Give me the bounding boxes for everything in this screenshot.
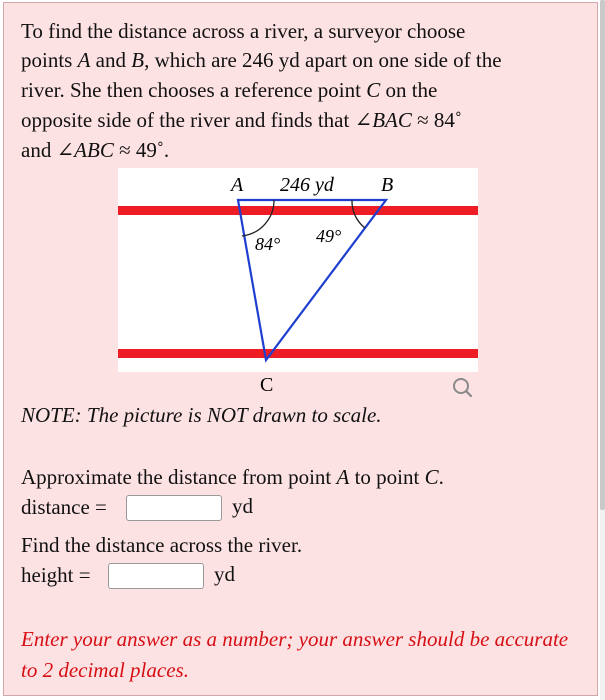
height-unit: yd xyxy=(214,562,235,586)
question-2-prompt: Find the distance across the river. xyxy=(21,533,303,557)
vertex-b-label: B xyxy=(381,174,394,196)
height-label: height = xyxy=(21,563,91,587)
problem-text: on the xyxy=(380,78,438,102)
angle-bac-name: BAC xyxy=(372,108,412,132)
instructions-text: Enter your answer as a number; your answer should be accurate to 2 decimal places. xyxy=(21,627,569,682)
problem-text: , which are 246 yd apart on one side of the xyxy=(144,48,502,72)
distance-unit: yd xyxy=(232,494,253,518)
problem-text: river. She then chooses a reference point xyxy=(21,78,367,102)
vertex-a-label: A xyxy=(231,174,244,196)
point-b-label: B xyxy=(131,48,145,72)
river-bank-bottom xyxy=(118,349,478,358)
problem-text: and ∠ xyxy=(21,138,75,162)
problem-text: points xyxy=(21,48,78,72)
prompt-text: . xyxy=(438,465,444,489)
distance-input[interactable] xyxy=(126,495,222,521)
distance-label: 246 yd xyxy=(280,174,334,196)
distance-label: distance = xyxy=(21,495,107,519)
problem-text: ≈ 84˚ xyxy=(411,108,462,132)
point-a-label: A xyxy=(77,48,91,72)
problem-text: and xyxy=(90,48,132,72)
prompt-text: Approximate the distance from point xyxy=(21,465,337,489)
angle-a-value: 84° xyxy=(255,234,281,254)
problem-text: To find the distance across a river, a surveyor choose xyxy=(21,19,466,43)
point-c-label: C xyxy=(366,78,381,102)
height-input[interactable] xyxy=(108,563,204,589)
angle-abc-name: ABC xyxy=(74,138,114,162)
problem-text: ≈ 49˚. xyxy=(113,138,170,162)
river-bank-top xyxy=(118,206,478,215)
prompt-text: to point xyxy=(349,465,425,489)
vertex-c-label: C xyxy=(260,374,274,396)
problem-text: opposite side of the river and finds that ∠ xyxy=(21,108,373,132)
zoom-icon[interactable] xyxy=(454,379,471,396)
question-1-prompt xyxy=(21,464,444,491)
angle-b-value: 49° xyxy=(316,226,342,246)
point-a-ref: A xyxy=(336,465,350,489)
diagram-background xyxy=(118,168,478,372)
point-c-ref: C xyxy=(424,465,439,489)
note-text: NOTE: The picture is NOT drawn to scale. xyxy=(21,403,382,427)
